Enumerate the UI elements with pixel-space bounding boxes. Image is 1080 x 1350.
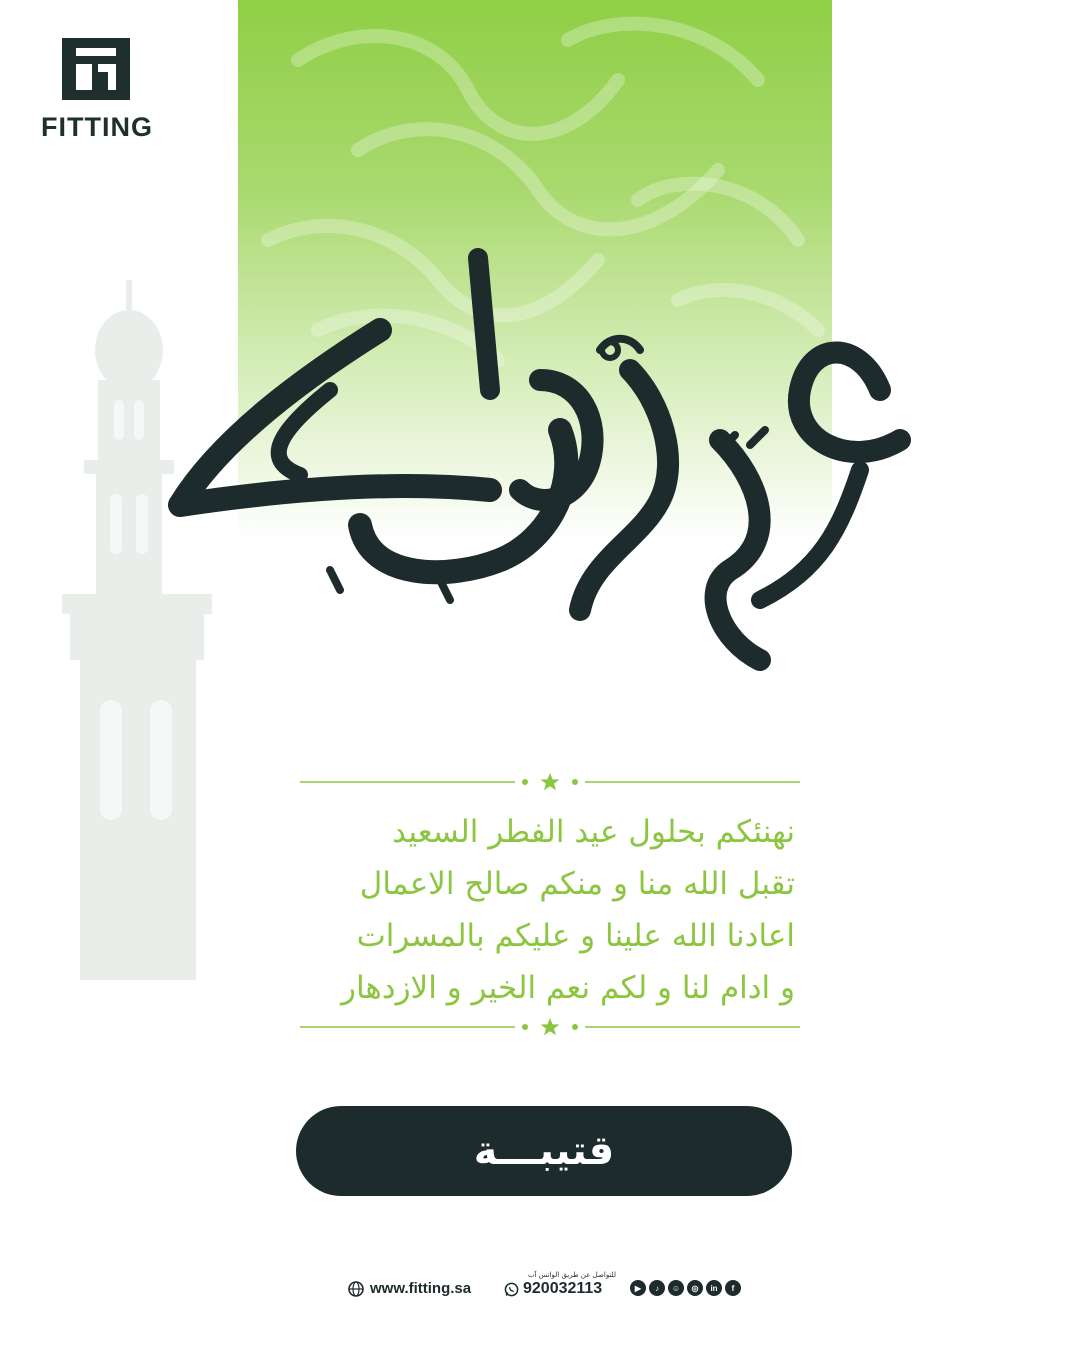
website-url: www.fitting.sa — [370, 1280, 472, 1297]
facebook-icon[interactable]: f — [725, 1280, 741, 1296]
whatsapp-label: للتواصل عن طريق الواتس آب — [527, 1271, 616, 1279]
bottom-divider — [300, 1017, 800, 1037]
message-line: اعادنا الله علينا و عليكم بالمسرات — [356, 918, 795, 954]
tiktok-icon[interactable]: ♪ — [649, 1280, 665, 1296]
top-divider — [300, 772, 800, 792]
whatsapp-contact[interactable] — [504, 1270, 616, 1298]
whatsapp-icon — [504, 1282, 519, 1297]
message-line: تقبل الله منا و منكم صالح الاعمال — [359, 866, 795, 902]
linkedin-icon[interactable]: in — [706, 1280, 722, 1296]
message-line: نهنئكم بحلول عيد الفطر السعيد — [392, 814, 795, 850]
social-icons — [630, 1280, 741, 1296]
instagram-icon[interactable]: ◎ — [687, 1280, 703, 1296]
recipient-name: قتيبـــة — [473, 1128, 615, 1174]
message-line: و ادام لنا و لكم نعم الخير و الازدهار — [341, 970, 795, 1006]
phone-number: 920032113 — [523, 1280, 603, 1297]
footer-contact-bar — [348, 1270, 768, 1310]
brand-name: FITTING — [41, 112, 153, 142]
globe-icon — [348, 1281, 364, 1297]
greeting-message — [250, 806, 795, 1014]
snapchat-icon[interactable]: ☺ — [668, 1280, 684, 1296]
website-link[interactable] — [348, 1280, 471, 1297]
fitting-logo[interactable] — [22, 38, 172, 148]
recipient-name-badge — [296, 1106, 792, 1196]
eid-mubarak-calligraphy — [160, 240, 920, 680]
youtube-icon[interactable]: ▶ — [630, 1280, 646, 1296]
logo-mark-icon — [62, 38, 130, 100]
